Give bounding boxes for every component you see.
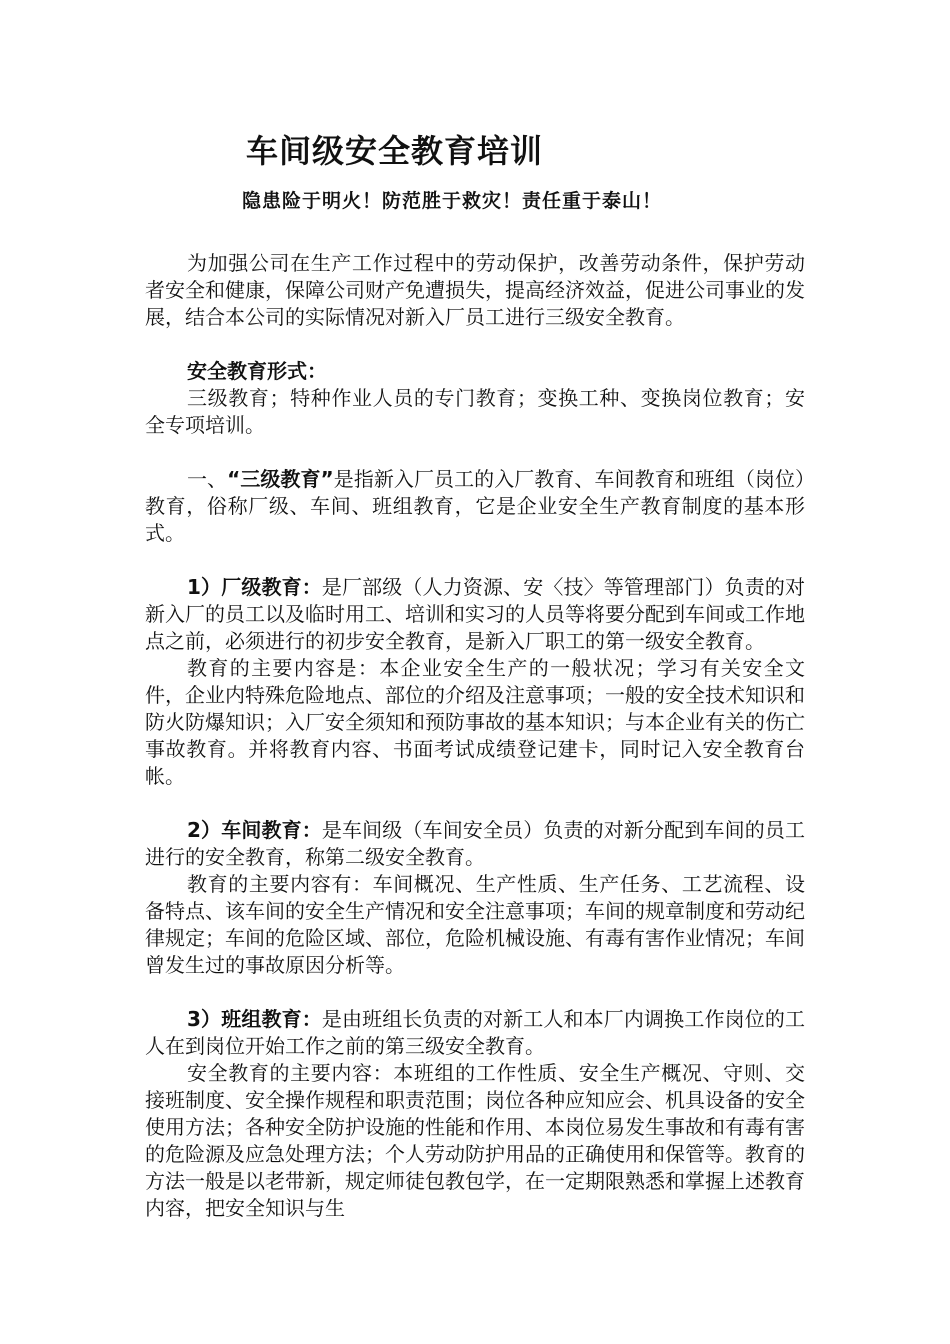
three-level-paragraph <box>145 466 805 547</box>
forms-heading-text: 安全教育形式： <box>187 359 327 383</box>
three-level-text: 是指新入厂员工的入厂教育、车间教育和班组（岗位）教育，俗称厂级、车间、班组教育，它是企业安全生产教育制度的基本形式。 <box>145 467 806 545</box>
team-paragraph <box>145 1006 805 1060</box>
intro-paragraph: 为加强公司在生产工作过程中的劳动保护，改善劳动条件，保护劳动者安全和健康，保障公司财产免遭损失，提高经济效益，促进公司事业的发展，结合本公司的实际情况对新入厂员工进行三级安全教育。 <box>145 251 805 329</box>
document-body <box>145 250 805 1222</box>
team-content: 安全教育的主要内容：本班组的工作性质、安全生产概况、守则、交接班制度、安全操作规程和职责范围；岗位各种应知应会、机具设备的安全使用方法；各种安全防护设施的性能和作用、本岗位易发生事故和有毒有害的危险源及应急处理方法；个人劳动防护用品的正确使用和保管等。教育的方法一般是以老带新，规定师徒包教包学，在一定期限熟悉和掌握上述教育内容，把安全知识与生 <box>145 1061 805 1220</box>
team-heading: 3）班组教育： <box>187 1007 322 1031</box>
workshop-text: 是车间级（车间安全员）负责的对新分配到车间的员工进行的安全教育，称第二级安全教育。 <box>145 818 806 869</box>
workshop-paragraph <box>145 817 805 871</box>
page-subtitle: 隐患险于明火！防范胜于救灾！责任重于泰山！ <box>242 190 663 212</box>
section-prefix: 一、 <box>187 467 228 491</box>
workshop-content: 教育的主要内容有：车间概况、生产性质、生产任务、工艺流程、设备特点、该车间的安全生产情况和安全注意事项；车间的规章制度和劳动纪律规定；车间的危险区域、部位，危险机械设施、有毒有害作业情况；车间曾发生过的事故原因分析等。 <box>145 872 805 977</box>
forms-paragraph: 三级教育；特种作业人员的专门教育；变换工种、变换岗位教育；安全专项培训。 <box>145 386 805 437</box>
team-text: 是由班组长负责的对新工人和本厂内调换工作岗位的工人在到岗位开始工作之前的第三级安全教育。 <box>145 1007 806 1058</box>
factory-content: 教育的主要内容是：本企业安全生产的一般状况；学习有关安全文件，企业内特殊危险地点、部位的介绍及注意事项；一般的安全技术知识和防火防爆知识；入厂安全须知和预防事故的基本知识；与本企业有关的伤亡事故教育。并将教育内容、书面考试成绩登记建卡，同时记入安全教育台帐。 <box>145 656 805 788</box>
workshop-heading: 2）车间教育： <box>187 818 322 842</box>
factory-paragraph <box>145 574 805 655</box>
forms-heading <box>145 358 805 385</box>
three-level-term: “三级教育” <box>227 467 334 491</box>
factory-heading: 1）厂级教育： <box>187 575 322 599</box>
page-title: 车间级安全教育培训 <box>246 132 544 170</box>
factory-text: 是厂部级（人力资源、安〈技〉等管理部门）负责的对新入厂的员工以及临时用工、培训和实习的人员等将要分配到车间或工作地点之前，必须进行的初步安全教育，是新入厂职工的第一级安全教育。 <box>145 575 806 653</box>
